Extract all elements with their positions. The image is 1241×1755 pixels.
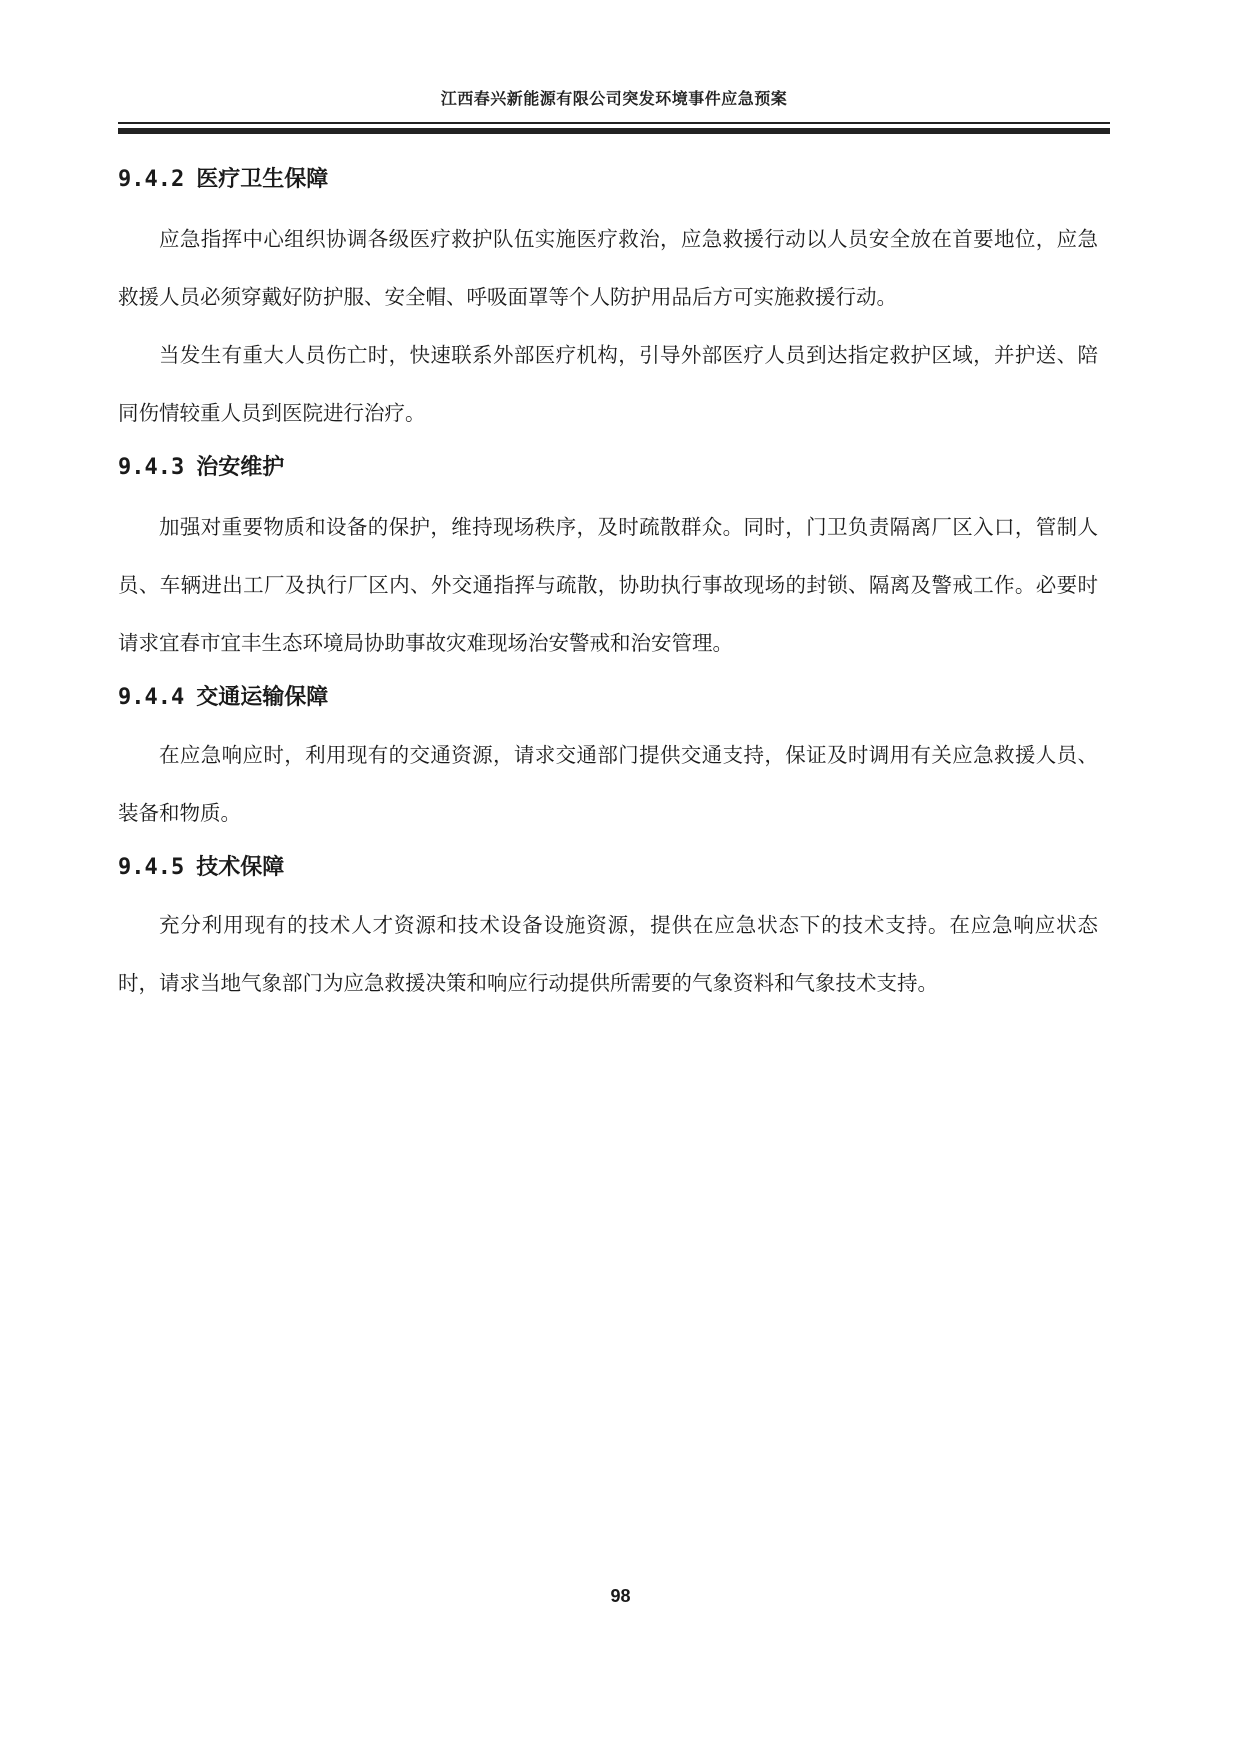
- section-number: 9.4.2: [118, 167, 185, 192]
- paragraph: 应急指挥中心组织协调各级医疗救护队伍实施医疗救治，应急救援行动以人员安全放在首要地位，应急救援人员必须穿戴好防护服、安全帽、呼吸面罩等个人防护用品后方可实施救援行动。: [118, 227, 1098, 309]
- section-medical-support: [118, 160, 1098, 442]
- header-rule-thick: [118, 128, 1110, 134]
- section-title: 医疗卫生保障: [196, 167, 329, 192]
- section-title: 交通运输保障: [196, 685, 329, 710]
- section-heading: [118, 678, 1098, 718]
- section-security-maintenance: [118, 448, 1098, 672]
- page-number: 98: [610, 1586, 631, 1606]
- section-heading: [118, 160, 1098, 200]
- section-heading: [118, 448, 1098, 488]
- section-transport-support: [118, 678, 1098, 842]
- section-number: 9.4.4: [118, 685, 185, 710]
- document-body: [118, 160, 1098, 1012]
- paragraph: 加强对重要物质和设备的保护，维持现场秩序，及时疏散群众。同时，门卫负责隔离厂区入口，管制人员、车辆进出工厂及执行厂区内、外交通指挥与疏散，协助执行事故现场的封锁、隔离及警戒工作。必要时请求宜春市宜丰生态环境局协助事故灾难现场治安警戒和治安管理。: [118, 515, 1098, 655]
- section-number: 9.4.5: [118, 855, 185, 880]
- section-title: 技术保障: [196, 855, 285, 880]
- page-header-title: 江西春兴新能源有限公司突发环境事件应急预案: [440, 89, 788, 108]
- header-rule-thin: [118, 122, 1110, 124]
- section-technical-support: [118, 848, 1098, 1012]
- paragraph: 当发生有重大人员伤亡时，快速联系外部医疗机构，引导外部医疗人员到达指定救护区域，并护送、陪同伤情较重人员到医院进行治疗。: [118, 343, 1098, 425]
- section-title: 治安维护: [196, 455, 285, 480]
- paragraph: 充分利用现有的技术人才资源和技术设备设施资源，提供在应急状态下的技术支持。在应急响应状态时，请求当地气象部门为应急救援决策和响应行动提供所需要的气象资料和气象技术支持。: [118, 913, 1098, 995]
- section-heading: [118, 848, 1098, 888]
- paragraph: 在应急响应时，利用现有的交通资源，请求交通部门提供交通支持，保证及时调用有关应急救援人员、装备和物质。: [118, 743, 1098, 825]
- section-number: 9.4.3: [118, 455, 185, 480]
